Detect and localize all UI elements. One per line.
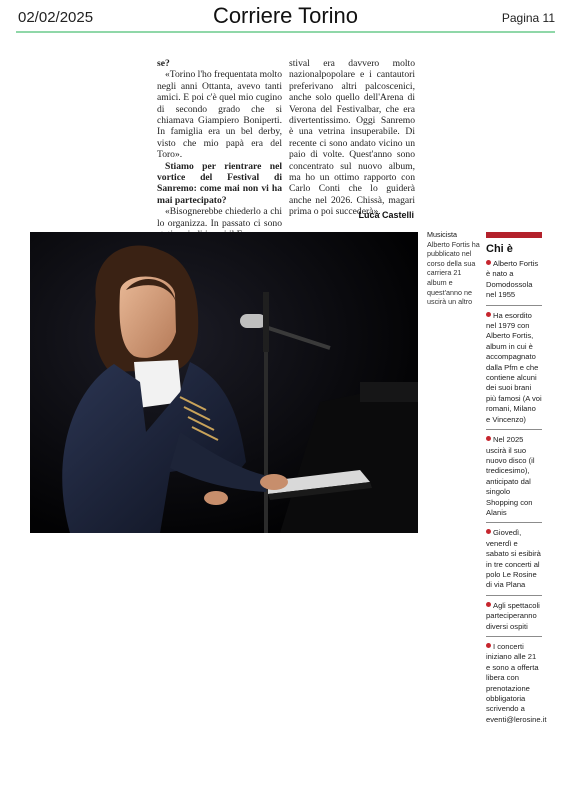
author-signature: Luca Castelli — [358, 210, 414, 220]
bullet-dot-icon — [486, 602, 491, 607]
bio-sidebar — [486, 232, 547, 734]
caption-text: Alberto Fortis ha pubblicato nel corso della sua carriera 21 album e quest'anno ne uscirà un altro — [427, 239, 480, 307]
article-photo — [30, 232, 418, 533]
photo-caption — [427, 230, 481, 307]
sidebar-title: Chi è — [486, 243, 513, 255]
article-column-1 — [157, 58, 282, 241]
page-date: 02/02/2025 — [18, 9, 94, 26]
musician-at-piano-illustration — [30, 232, 418, 533]
article-column-2 — [289, 58, 415, 218]
sidebar-item-text: Alberto Fortis è nato a Domodossola nel 1955 — [486, 259, 539, 300]
bullet-dot-icon — [486, 312, 491, 317]
article-paragraph: se? — [157, 58, 170, 69]
bullet-dot-icon — [486, 436, 491, 441]
sidebar-item-text: Giovedì, venerdì e sabato si esibirà in tre concerti al polo Le Rosine di via Plana — [486, 528, 541, 590]
sidebar-item-text: Nel 2025 uscirà il suo nuovo disco (il tredicesimo), anticipato dal singolo Shopping con Alanis — [486, 435, 535, 517]
sidebar-item-text: I concerti iniziano alle 21 e sono a offerta libera con prenotazione obbligatoria scrivendo a eventi@lerosine.it — [486, 642, 547, 724]
sidebar-item — [486, 259, 542, 306]
sidebar-item — [486, 311, 542, 430]
newspaper-title: Corriere Torino — [212, 3, 359, 28]
sidebar-item-text: Agli spettacoli parteciperanno diversi ospiti — [486, 600, 540, 631]
article-paragraph: stival era davvero molto nazionalpopolare e i cantautori preferivano altri palcoscenici, anche solo quello dell'Arena di Verona del Festivalbar, che era divertentissimo. Oggi Sanremo è una vetrina insuperabile. Di recente ci sono andato vicino un paio di volte. Quest'anno sono concentrato sul nuovo album, ma ho un ottimo rapporto con Carlo Conti che lo guiderà anche nel 2026. Chissà, magari prima o poi succederà». — [289, 58, 415, 218]
sidebar-item-text: Ha esordito nel 1979 con Alberto Fortis, album in cui è accompagnato dalla Pfm e che contiene alcuni dei suoi brani più famosi (A voi romani, Milano e Vincenzo) — [486, 310, 542, 424]
bullet-dot-icon — [486, 643, 491, 648]
sidebar-item — [486, 642, 547, 729]
sidebar-accent-bar — [486, 232, 542, 238]
bullet-dot-icon — [486, 529, 491, 534]
sidebar-item — [486, 528, 542, 595]
article-paragraph: «Torino l'ho frequentata molto negli anni Ottanta, avevo tanti amici. E poi c'è quel mio cugino di secondo grado che si chiamava Giampiero Boniperti. In famiglia era un bel derby, visto che mio papà era del Toro». — [157, 69, 282, 161]
sidebar-item — [486, 435, 542, 523]
bullet-dot-icon — [486, 260, 491, 265]
caption-title: Musicista — [427, 230, 457, 239]
header-rule — [16, 31, 555, 33]
article-paragraph: «Bisognerebbe chiederlo a chi lo organizza. In passato ci sono — [157, 206, 282, 229]
page-number: Pagina 11 — [501, 11, 555, 25]
interview-question: Stiamo per rientrare nel vortice del Festival di Sanremo: come mai non vi ha mai partecipato? — [157, 160, 282, 206]
sidebar-item — [486, 601, 542, 637]
